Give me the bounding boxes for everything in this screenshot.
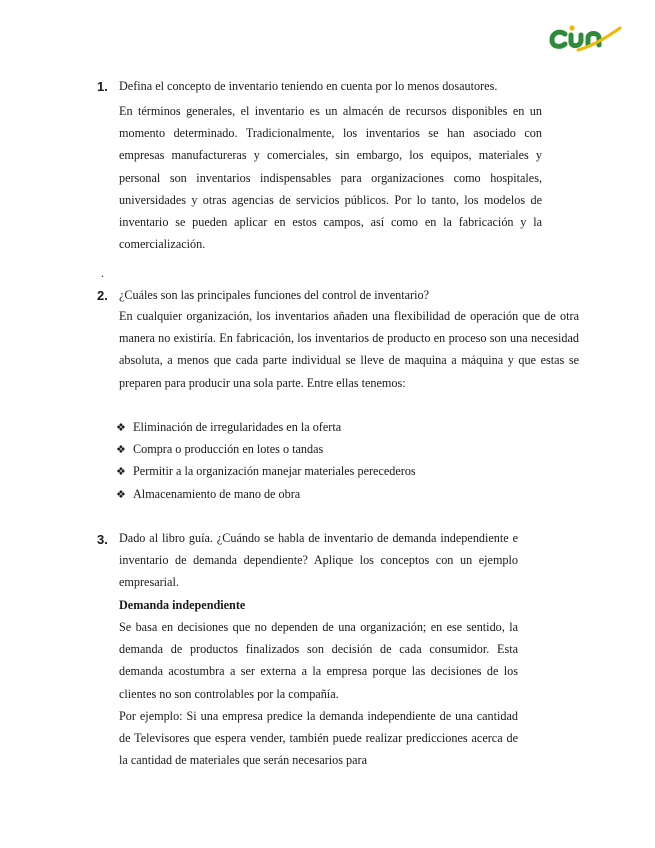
- list-item: [116, 420, 341, 435]
- diamond-bullet-icon: ❖: [116, 421, 126, 434]
- question-2-number: 2.: [97, 288, 108, 303]
- question-1-text: Defina el concepto de inventario teniendo en cuenta por lo menos dosautores.: [119, 79, 498, 93]
- subheading-demanda-independiente: Demanda independiente: [119, 598, 246, 612]
- question-1-number: 1.: [97, 79, 108, 94]
- diamond-bullet-icon: ❖: [116, 443, 126, 456]
- diamond-bullet-icon: ❖: [116, 465, 126, 478]
- question-3-number: 3.: [97, 532, 108, 547]
- list-item: [116, 487, 300, 502]
- diamond-bullet-icon: ❖: [116, 488, 126, 501]
- list-item-label: Eliminación de irregularidades en la oferta: [133, 420, 342, 434]
- question-3-paragraph-1: Se basa en decisiones que no dependen de una organización; en ese sentido, la demanda de productos finalizados son decisión de cada consumidor. Esta demanda acostumbra a ser externa a la empresa porque las decisiones de los clientes no son controlables por la compañía.: [119, 620, 518, 701]
- list-item-label: Permitir a la organización manejar materiales perecederos: [133, 464, 416, 478]
- list-item-label: Compra o producción en lotes o tandas: [133, 442, 324, 456]
- cun-logo: [548, 24, 624, 54]
- question-2-answer: En cualquier organización, los inventarios añaden una flexibilidad de operación que de otra manera no existiría. En fabricación, los inventarios de producto en proceso son una necesidad absoluta, a menos que cada parte individual se lleve de maquina a máquina y que estas se preparen para producir una sola parte. Entre ellas tenemos:: [119, 309, 579, 390]
- question-3-text: Dado al libro guía. ¿Cuándo se habla de inventario de demanda independiente e inventario de demanda dependiente? Aplique los conceptos con un ejemplo empresarial.: [119, 531, 518, 590]
- question-1-answer: En términos generales, el inventario es un almacén de recursos disponibles en un momento determinado. Tradicionalmente, los inventarios se han asociado con empresas manufactureras y comerciales, sin embargo, los equipos, materiales y personal son inventarios indispensables para organizaciones como hospitales, universidades y otras agencias de servicios públicos. Por lo tanto, los modelos de inventario se pueden aplicar en estos campos, así como en la fabricación y la comercialización.: [119, 104, 542, 252]
- separator-dot: .: [101, 266, 104, 280]
- list-item: [116, 442, 323, 457]
- list-item-label: Almacenamiento de mano de obra: [133, 487, 301, 501]
- question-2-text: ¿Cuáles son las principales funciones del control de inventario?: [119, 288, 430, 302]
- list-item: [116, 464, 416, 479]
- question-3-paragraph-2: Por ejemplo: Si una empresa predice la demanda independiente de una cantidad de Televisores que espera vender, también puede realizar predicciones acerca de la cantidad de materiales que serán necesarios para: [119, 709, 518, 768]
